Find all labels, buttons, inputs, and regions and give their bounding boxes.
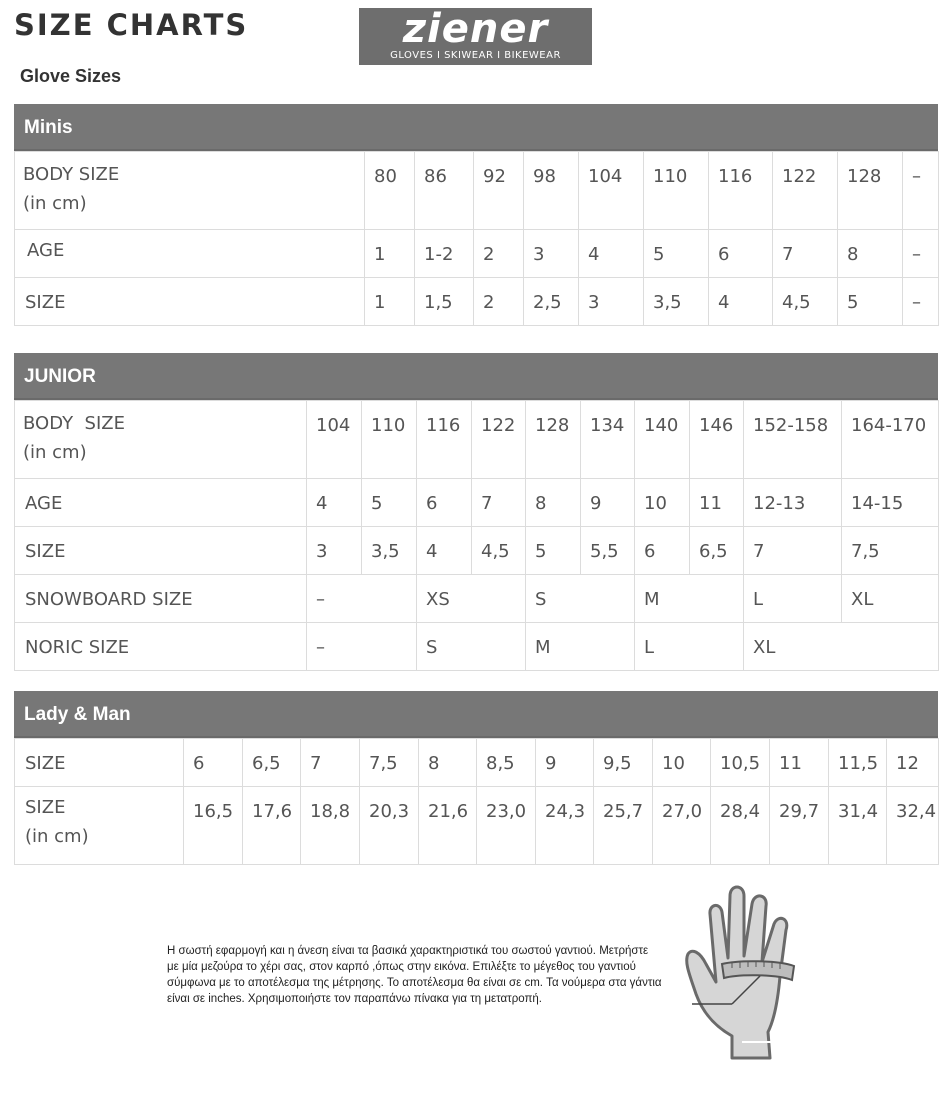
table-cell: 3	[307, 527, 362, 575]
table-cell: –	[903, 230, 939, 278]
table-cell: 10,5	[711, 739, 770, 787]
table-cell: 1,5	[415, 278, 474, 326]
table-cell: 27,0	[653, 787, 711, 865]
table-cell: 122	[472, 401, 526, 479]
table-cell: 6,5	[243, 739, 301, 787]
table-cell: 104	[579, 152, 644, 230]
table-cell: 9	[581, 479, 635, 527]
table-cell: 9	[536, 739, 594, 787]
junior-section	[14, 353, 938, 671]
page-title: SIZE CHARTS	[14, 8, 249, 42]
table-cell: 1-2	[415, 230, 474, 278]
table-cell: 11	[690, 479, 744, 527]
row-label: AGE	[15, 230, 365, 278]
table-cell: –	[307, 623, 417, 671]
row-label: SIZE	[15, 527, 307, 575]
table-cell: 2,5	[524, 278, 579, 326]
table-row	[15, 152, 939, 230]
table-cell: 3	[524, 230, 579, 278]
table-cell: 3,5	[644, 278, 709, 326]
table-cell: 31,4	[829, 787, 887, 865]
table-cell: 5,5	[581, 527, 635, 575]
row-label: AGE	[15, 479, 307, 527]
table-cell: 1	[365, 278, 415, 326]
table-cell: 4,5	[773, 278, 838, 326]
ladyman-section	[14, 691, 938, 865]
logo-tagline: GLOVES I SKIWEAR I BIKEWEAR	[390, 50, 561, 61]
table-cell: XS	[417, 575, 526, 623]
table-cell: 17,6	[243, 787, 301, 865]
table-cell: 24,3	[536, 787, 594, 865]
table-cell: 80	[365, 152, 415, 230]
table-cell: 110	[362, 401, 417, 479]
table-cell: 122	[773, 152, 838, 230]
table-cell: 152-158	[744, 401, 842, 479]
table-cell: M	[526, 623, 635, 671]
table-cell: 29,7	[770, 787, 829, 865]
table-cell: 8,5	[477, 739, 536, 787]
table-cell: 32,4	[887, 787, 939, 865]
table-cell: 104	[307, 401, 362, 479]
table-cell: 10	[635, 479, 690, 527]
row-label: BODY SIZE (in cm)	[15, 152, 365, 230]
table-cell: 28,4	[711, 787, 770, 865]
minis-section	[14, 104, 938, 326]
table-cell: 25,7	[594, 787, 653, 865]
table-cell: 2	[474, 278, 524, 326]
ladyman-table	[14, 738, 939, 865]
section-subtitle: Glove Sizes	[20, 66, 122, 86]
logo-brand: ziener	[402, 6, 549, 52]
table-cell: 9,5	[594, 739, 653, 787]
table-cell: –	[903, 152, 939, 230]
table-cell: 23,0	[477, 787, 536, 865]
minis-header: Minis	[14, 104, 938, 151]
table-row	[15, 739, 939, 787]
table-cell: S	[417, 623, 526, 671]
table-cell: 146	[690, 401, 744, 479]
table-cell: 7,5	[360, 739, 419, 787]
table-cell: 116	[417, 401, 472, 479]
table-cell: 16,5	[184, 787, 243, 865]
row-label: SIZE	[15, 278, 365, 326]
table-row	[15, 787, 939, 865]
table-cell: 4	[417, 527, 472, 575]
table-cell: 1	[365, 230, 415, 278]
table-cell: 2	[474, 230, 524, 278]
table-cell: 12-13	[744, 479, 842, 527]
table-cell: 8	[526, 479, 581, 527]
table-row	[15, 401, 939, 479]
table-cell: 8	[419, 739, 477, 787]
table-cell: 10	[653, 739, 711, 787]
table-cell: 128	[526, 401, 581, 479]
table-cell: 86	[415, 152, 474, 230]
table-cell: 128	[838, 152, 903, 230]
table-cell: –	[903, 278, 939, 326]
table-cell: 4	[579, 230, 644, 278]
junior-table	[14, 400, 939, 671]
minis-table	[14, 151, 939, 326]
table-cell: 14-15	[842, 479, 939, 527]
table-cell: 7	[744, 527, 842, 575]
table-cell: 7	[773, 230, 838, 278]
table-row	[15, 623, 939, 671]
table-cell: 11	[770, 739, 829, 787]
table-cell: 3	[579, 278, 644, 326]
table-cell: 116	[709, 152, 773, 230]
hand-measure-icon	[682, 876, 812, 1066]
brand-logo	[359, 8, 592, 65]
table-cell: S	[526, 575, 635, 623]
table-cell: 4,5	[472, 527, 526, 575]
table-cell: 5	[526, 527, 581, 575]
table-cell: 5	[362, 479, 417, 527]
table-cell: 6	[635, 527, 690, 575]
table-cell: 4	[307, 479, 362, 527]
row-label: SIZE (in cm)	[15, 787, 184, 865]
row-label: BODY SIZE (in cm)	[15, 401, 307, 479]
table-cell: 98	[524, 152, 579, 230]
table-cell: 6	[709, 230, 773, 278]
table-cell: 6,5	[690, 527, 744, 575]
table-cell: 8	[838, 230, 903, 278]
table-cell: 3,5	[362, 527, 417, 575]
table-cell: 134	[581, 401, 635, 479]
row-label: NORIC SIZE	[15, 623, 307, 671]
table-cell: L	[744, 575, 842, 623]
table-cell: 7,5	[842, 527, 939, 575]
table-cell: 6	[417, 479, 472, 527]
table-cell: 5	[838, 278, 903, 326]
row-label: SNOWBOARD SIZE	[15, 575, 307, 623]
table-cell: –	[307, 575, 417, 623]
row-label: SIZE	[15, 739, 184, 787]
table-cell: 7	[301, 739, 360, 787]
table-cell: 140	[635, 401, 690, 479]
junior-header: JUNIOR	[14, 353, 938, 400]
table-cell: 12	[887, 739, 939, 787]
table-cell: 164-170	[842, 401, 939, 479]
table-row	[15, 479, 939, 527]
table-cell: 4	[709, 278, 773, 326]
table-cell: 18,8	[301, 787, 360, 865]
table-cell: XL	[744, 623, 939, 671]
table-row	[15, 575, 939, 623]
ladyman-header: Lady & Man	[14, 691, 938, 738]
table-cell: XL	[842, 575, 939, 623]
table-cell: L	[635, 623, 744, 671]
table-cell: M	[635, 575, 744, 623]
table-cell: 6	[184, 739, 243, 787]
table-cell: 5	[644, 230, 709, 278]
measurement-note: Η σωστή εφαρμογή και η άνεση είναι τα βασικά χαρακτηριστικά του σωστού γαντιού. Μετρήστε με μία μεζούρα το χέρι σας, στον καρπό ,όπως στην εικόνα. Επιλέξτε το μέγεθος του γαντιού σύμφωνα με το αποτέλεσμα της μέτρησης. Το αποτέλεσμα θα είναι σε cm. Τα νούμερα στα γάντια είναι σε inches. Χρησιμοποιήστε τον παραπάνω πίνακα για τη μετατροπή.	[167, 945, 662, 1005]
table-row	[15, 527, 939, 575]
table-cell: 110	[644, 152, 709, 230]
table-cell: 20,3	[360, 787, 419, 865]
table-row	[15, 278, 939, 326]
table-cell: 7	[472, 479, 526, 527]
table-cell: 21,6	[419, 787, 477, 865]
table-cell: 11,5	[829, 739, 887, 787]
table-cell: 92	[474, 152, 524, 230]
table-row	[15, 230, 939, 278]
